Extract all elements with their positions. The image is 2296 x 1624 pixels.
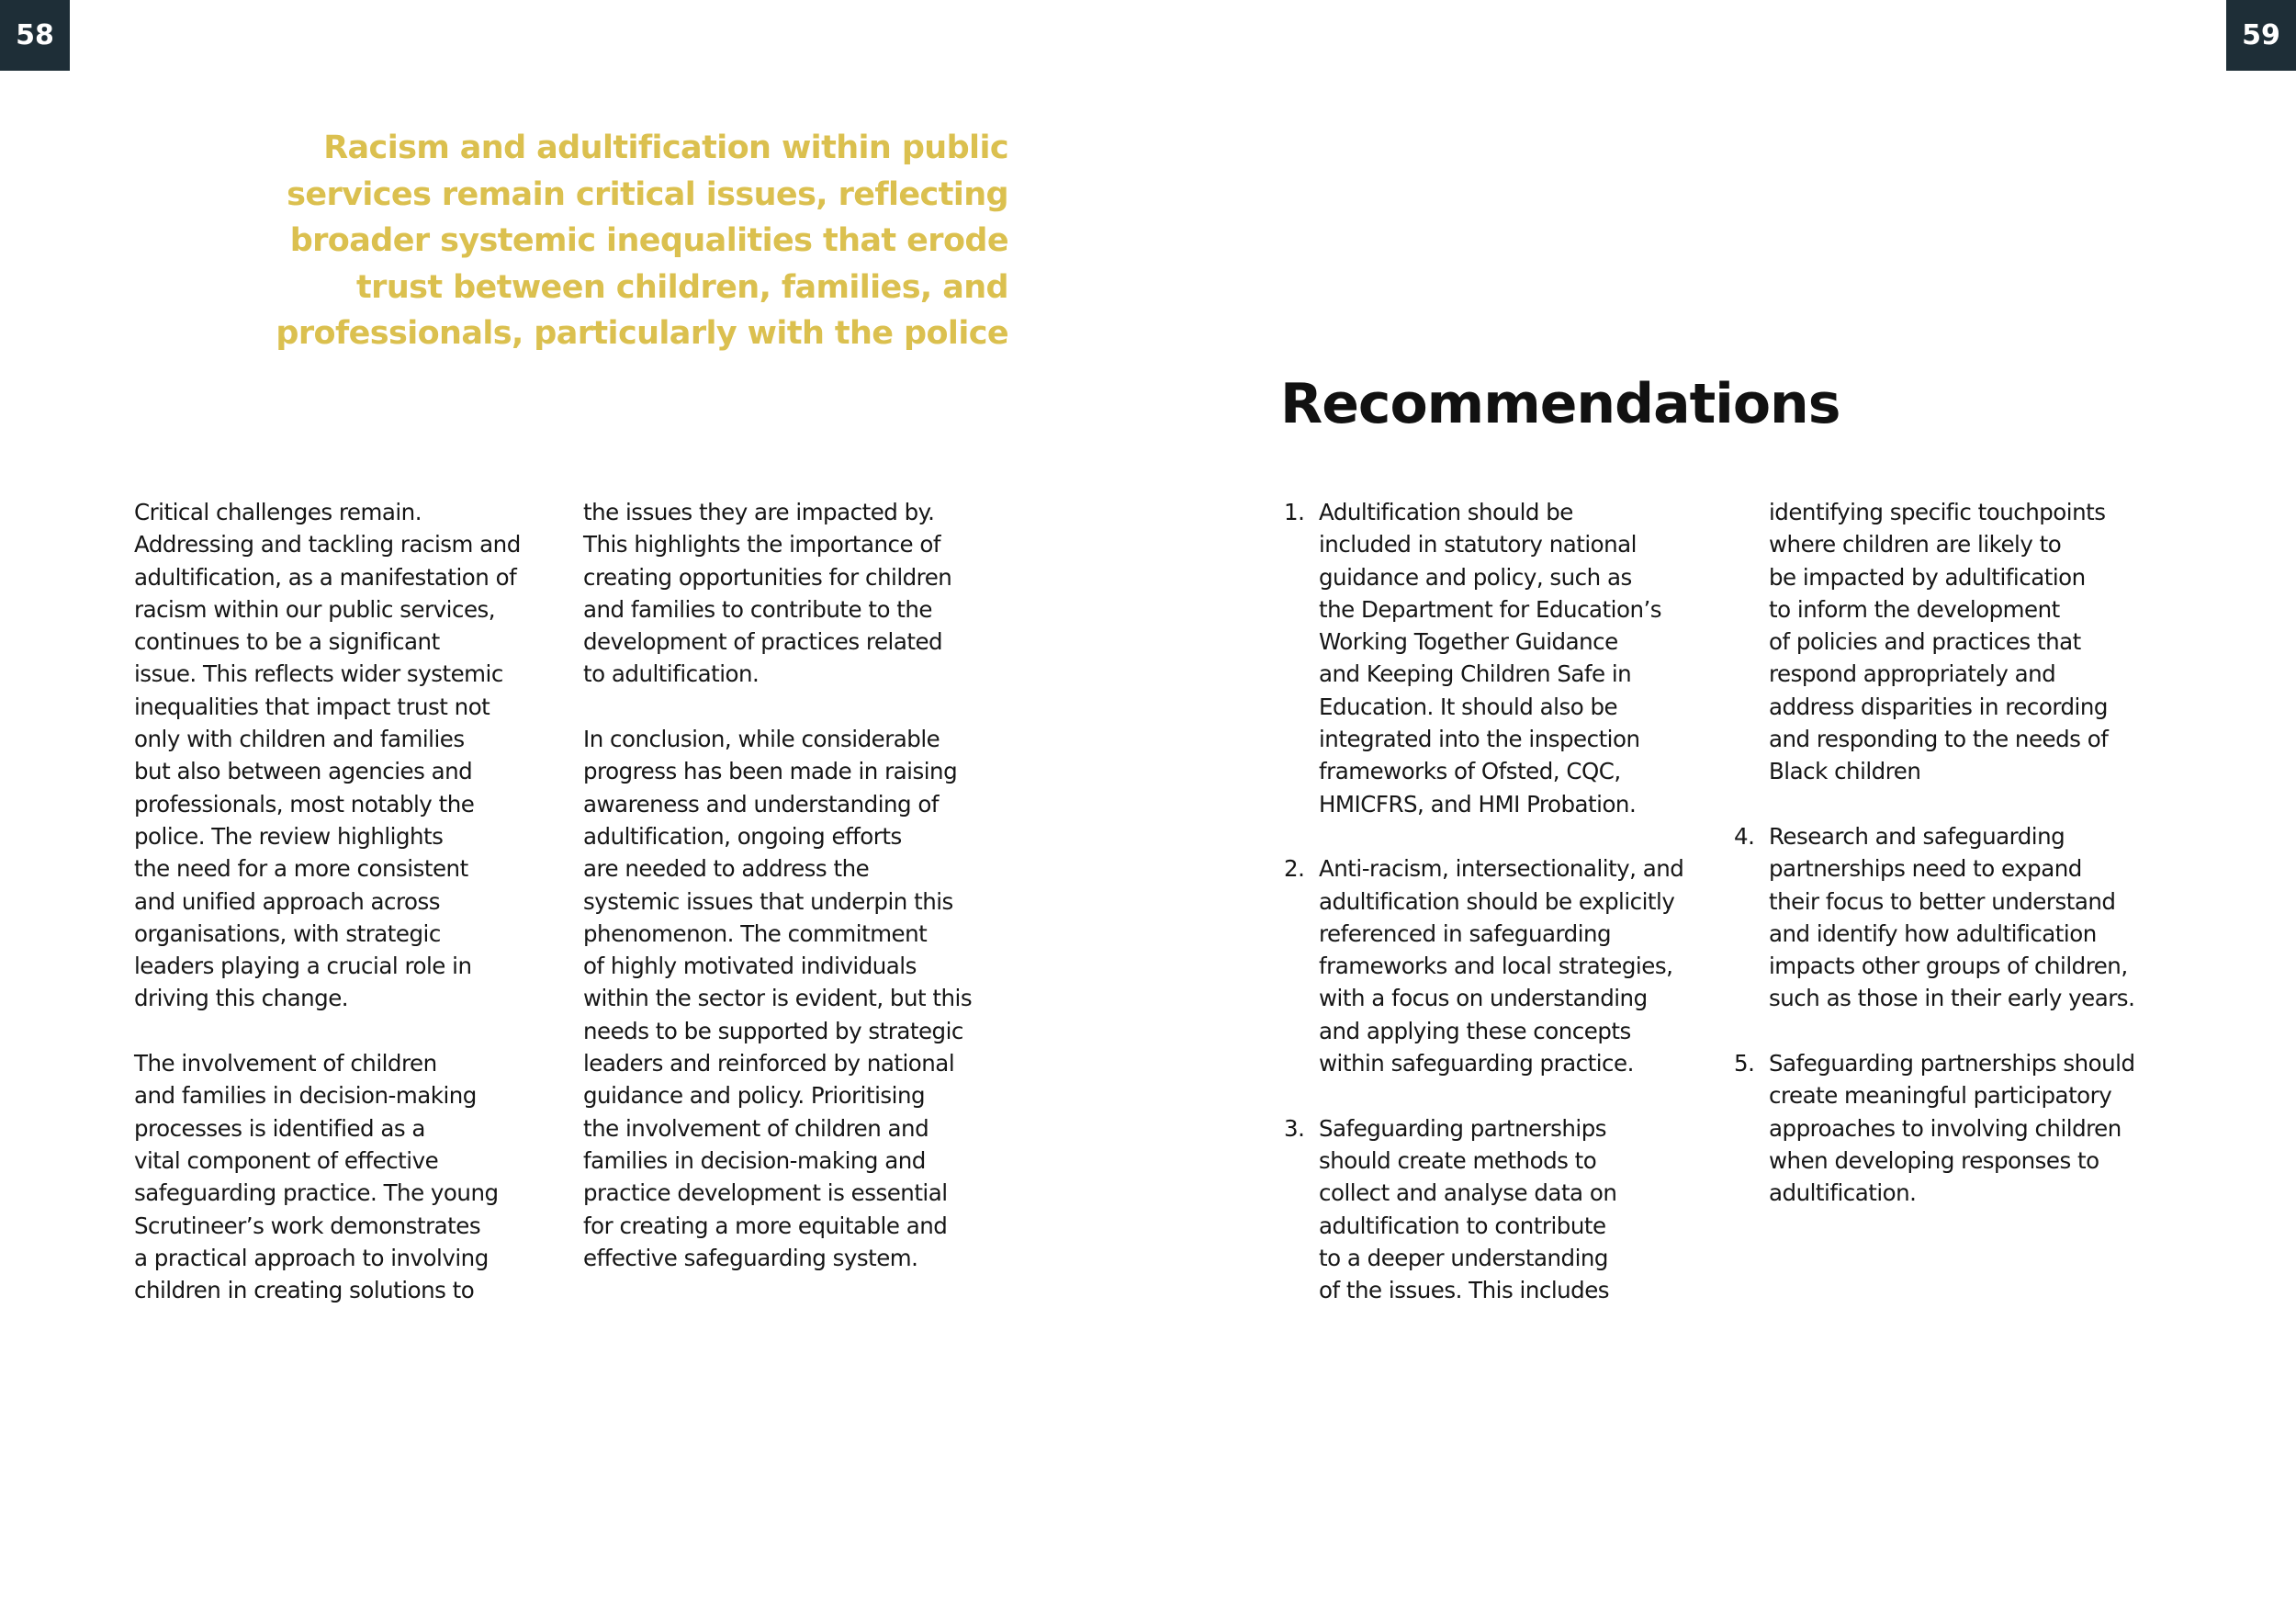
text-line: Safeguarding partnerships should <box>1769 1050 2135 1077</box>
text-line: families in decision-making and <box>583 1146 926 1174</box>
text-line: collect and analyse data on <box>1319 1179 1617 1207</box>
text-line: practice development is essential <box>583 1179 948 1207</box>
page-number-right: 59 <box>2226 0 2296 71</box>
text-line: the Department for Education’s <box>1319 595 1662 623</box>
text-line: with a focus on understanding <box>1319 985 1648 1012</box>
text-line: continues to be a significant <box>134 628 440 656</box>
text-line: and responding to the needs of <box>1769 726 2109 753</box>
recommendation-item <box>1734 1047 2135 1209</box>
text-line: Addressing and tackling racism and <box>134 531 521 558</box>
paragraph <box>583 496 972 691</box>
text-line: effective safeguarding system. <box>583 1244 918 1271</box>
text-line: Critical challenges remain. <box>134 499 422 525</box>
text-line: vital component of effective <box>134 1146 439 1174</box>
text-line: adultification to contribute <box>1319 1212 1606 1239</box>
recommendation-item-continued <box>1734 496 2135 788</box>
text-line: are needed to address the <box>583 855 870 883</box>
recommendation-number: 3. <box>1284 1114 1305 1142</box>
text-line: respond appropriately and <box>1769 660 2056 688</box>
text-line: referenced in safeguarding <box>1319 919 1612 947</box>
text-line: children in creating solutions to <box>134 1277 475 1304</box>
recommendation-item <box>1734 820 2135 1015</box>
text-line: phenomenon. The commitment <box>583 919 928 947</box>
text-line: Education. It should also be <box>1319 693 1618 720</box>
text-line: guidance and policy. Prioritising <box>583 1082 926 1110</box>
text-line: frameworks of Ofsted, CQC, <box>1319 758 1621 785</box>
text-line: approaches to involving children <box>1769 1114 2122 1142</box>
text-line: a practical approach to involving <box>134 1244 489 1271</box>
text-line: of the issues. This includes <box>1319 1277 1610 1304</box>
pull-quote-line: trust between children, families, and <box>356 268 1008 306</box>
recommendation-number: 4. <box>1734 822 1755 850</box>
page-number-left: 58 <box>0 0 70 71</box>
recommendation-number: 2. <box>1284 855 1305 883</box>
paragraph <box>134 496 521 1015</box>
text-line: within safeguarding practice. <box>1319 1050 1634 1077</box>
text-line: Safeguarding partnerships <box>1319 1114 1607 1142</box>
text-line: adultification should be explicitly <box>1319 887 1675 915</box>
text-line: of highly motivated individuals <box>583 953 917 980</box>
text-line: and Keeping Children Safe in <box>1319 660 1632 688</box>
text-line: inequalities that impact trust not <box>134 693 490 720</box>
text-line: address disparities in recording <box>1769 693 2108 720</box>
text-line: included in statutory national <box>1319 531 1637 558</box>
text-line: HMICFRS, and HMI Probation. <box>1319 790 1637 818</box>
text-line: Scrutineer’s work demonstrates <box>134 1212 481 1239</box>
text-line: to inform the development <box>1769 595 2060 623</box>
text-line: systemic issues that underpin this <box>583 887 953 915</box>
pull-quote-line: broader systemic inequalities that erode <box>289 222 1008 259</box>
text-line: identifying specific touchpoints <box>1769 499 2106 525</box>
text-line: the need for a more consistent <box>134 855 468 883</box>
text-line: adultification, ongoing efforts <box>583 822 902 850</box>
pull-quote-line: Racism and adultification within public <box>323 130 1008 166</box>
text-line: Working Together Guidance <box>1319 628 1618 656</box>
recommendation-item <box>1284 496 1683 820</box>
text-line: their focus to better understand <box>1769 887 2116 915</box>
recommendation-number: 5. <box>1734 1050 1755 1077</box>
text-line: should create methods to <box>1319 1146 1597 1174</box>
text-line: Adultification should be <box>1319 499 1573 525</box>
recommendation-item <box>1284 1112 1683 1307</box>
text-line: but also between agencies and <box>134 758 473 785</box>
recommendations-column-2 <box>1734 496 2135 1210</box>
text-line: and unified approach across <box>134 887 441 915</box>
text-line: create meaningful participatory <box>1769 1082 2112 1110</box>
pull-quote <box>276 125 1008 357</box>
text-line: progress has been made in raising <box>583 758 958 785</box>
text-line: The involvement of children <box>134 1050 437 1077</box>
text-line: Black children <box>1769 758 1921 785</box>
text-line: partnerships need to expand <box>1769 855 2082 883</box>
text-line: frameworks and local strategies, <box>1319 953 1673 980</box>
text-line: to adultification. <box>583 660 760 688</box>
text-line: the issues they are impacted by. <box>583 499 935 525</box>
text-line: professionals, most notably the <box>134 790 475 818</box>
text-line: In conclusion, while considerable <box>583 726 940 753</box>
text-line: and applying these concepts <box>1319 1017 1631 1044</box>
recommendations-column-1 <box>1284 496 1683 1306</box>
recommendation-number: 1. <box>1284 499 1305 525</box>
text-line: Anti-racism, intersectionality, and <box>1319 855 1684 883</box>
text-line: racism within our public services, <box>134 595 496 623</box>
left-page-column-1 <box>134 496 521 1306</box>
text-line: issue. This reflects wider systemic <box>134 660 503 688</box>
text-line: and families in decision-making <box>134 1082 477 1110</box>
text-line: where children are likely to <box>1769 531 2062 558</box>
text-line: processes is identified as a <box>134 1114 425 1142</box>
pull-quote-line: professionals, particularly with the police <box>276 315 1008 352</box>
text-line: Research and safeguarding <box>1769 822 2065 850</box>
text-line: leaders playing a crucial role in <box>134 953 472 980</box>
text-line: awareness and understanding of <box>583 790 939 818</box>
text-line: creating opportunities for children <box>583 563 952 591</box>
text-line: safeguarding practice. The young <box>134 1179 499 1207</box>
left-page-column-2 <box>583 496 972 1274</box>
text-line: within the sector is evident, but this <box>583 985 973 1012</box>
text-line: adultification, as a manifestation of <box>134 563 517 591</box>
text-line: leaders and reinforced by national <box>583 1050 955 1077</box>
text-line: such as those in their early years. <box>1769 985 2135 1012</box>
text-line: and identify how adultification <box>1769 919 2097 947</box>
pull-quote-line: services remain critical issues, reflecting <box>287 175 1008 213</box>
text-line: integrated into the inspection <box>1319 726 1640 753</box>
text-line: the involvement of children and <box>583 1114 929 1142</box>
text-line: only with children and families <box>134 726 465 753</box>
text-line: and families to contribute to the <box>583 595 932 623</box>
paragraph <box>583 723 972 1274</box>
text-line: guidance and policy, such as <box>1319 563 1632 591</box>
text-line: adultification. <box>1769 1179 1917 1207</box>
text-line: be impacted by adultification <box>1769 563 2086 591</box>
text-line: when developing responses to <box>1769 1146 2099 1174</box>
text-line: driving this change. <box>134 985 349 1012</box>
text-line: to a deeper understanding <box>1319 1244 1608 1271</box>
recommendation-item <box>1284 852 1683 1079</box>
text-line: of policies and practices that <box>1769 628 2081 656</box>
text-line: for creating a more equitable and <box>583 1212 948 1239</box>
recommendations-heading: Recommendations <box>1280 372 1840 436</box>
text-line: police. The review highlights <box>134 822 444 850</box>
text-line: This highlights the importance of <box>583 531 940 558</box>
text-line: needs to be supported by strategic <box>583 1017 963 1044</box>
text-line: impacts other groups of children, <box>1769 953 2128 980</box>
text-line: organisations, with strategic <box>134 919 441 947</box>
text-line: development of practices related <box>583 628 943 656</box>
paragraph <box>134 1047 521 1306</box>
